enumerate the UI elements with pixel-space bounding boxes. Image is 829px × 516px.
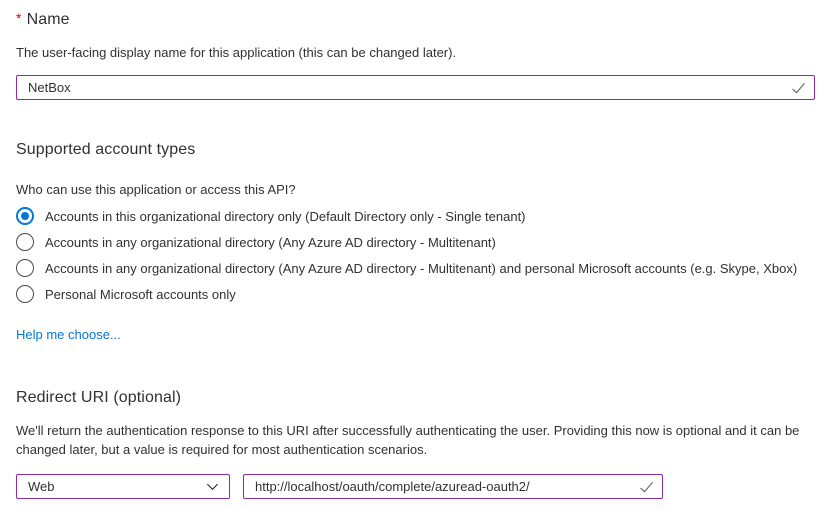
account-types-title: Supported account types (16, 141, 196, 158)
account-types-question: Who can use this application or access this API? (16, 182, 296, 197)
name-input[interactable] (16, 75, 815, 100)
help-me-choose-link[interactable]: Help me choose... (16, 327, 121, 342)
redirect-uri-title: Redirect URI (optional) (16, 389, 182, 406)
redirect-uri-input[interactable] (243, 474, 663, 499)
required-asterisk: * (16, 10, 22, 26)
platform-select[interactable] (16, 474, 230, 499)
radio-multitenant[interactable] (16, 233, 496, 251)
radio-multitenant-personal[interactable] (16, 259, 797, 277)
name-input-wrap (16, 75, 815, 100)
radio-button-icon (16, 207, 34, 225)
radio-button-icon (16, 259, 34, 277)
name-section-title (16, 10, 70, 29)
radio-single-tenant[interactable] (16, 207, 526, 225)
platform-select-value: Web (28, 479, 55, 494)
name-title-text: Name (26, 11, 70, 28)
redirect-uri-description: We'll return the authentication response to this URI after successfully authenticating the user. Providing this now is optional and it can be changed later, but a value is required for most authentication scenarios. (16, 423, 800, 457)
redirect-uri-input-wrap (243, 474, 663, 499)
radio-button-icon (16, 285, 34, 303)
radio-button-icon (16, 233, 34, 251)
chevron-down-icon (205, 479, 220, 494)
radio-label: Accounts in this organizational directory only (Default Directory only - Single tenant) (45, 208, 526, 224)
radio-label: Accounts in any organizational directory (Any Azure AD directory - Multitenant) and personal Microsoft accounts (e.g. Skype, Xbox) (45, 260, 798, 276)
radio-label: Accounts in any organizational directory (Any Azure AD directory - Multitenant) (45, 234, 496, 250)
radio-label: Personal Microsoft accounts only (45, 286, 236, 302)
name-description: The user-facing display name for this application (this can be changed later). (16, 45, 457, 60)
radio-personal-only[interactable] (16, 285, 236, 303)
